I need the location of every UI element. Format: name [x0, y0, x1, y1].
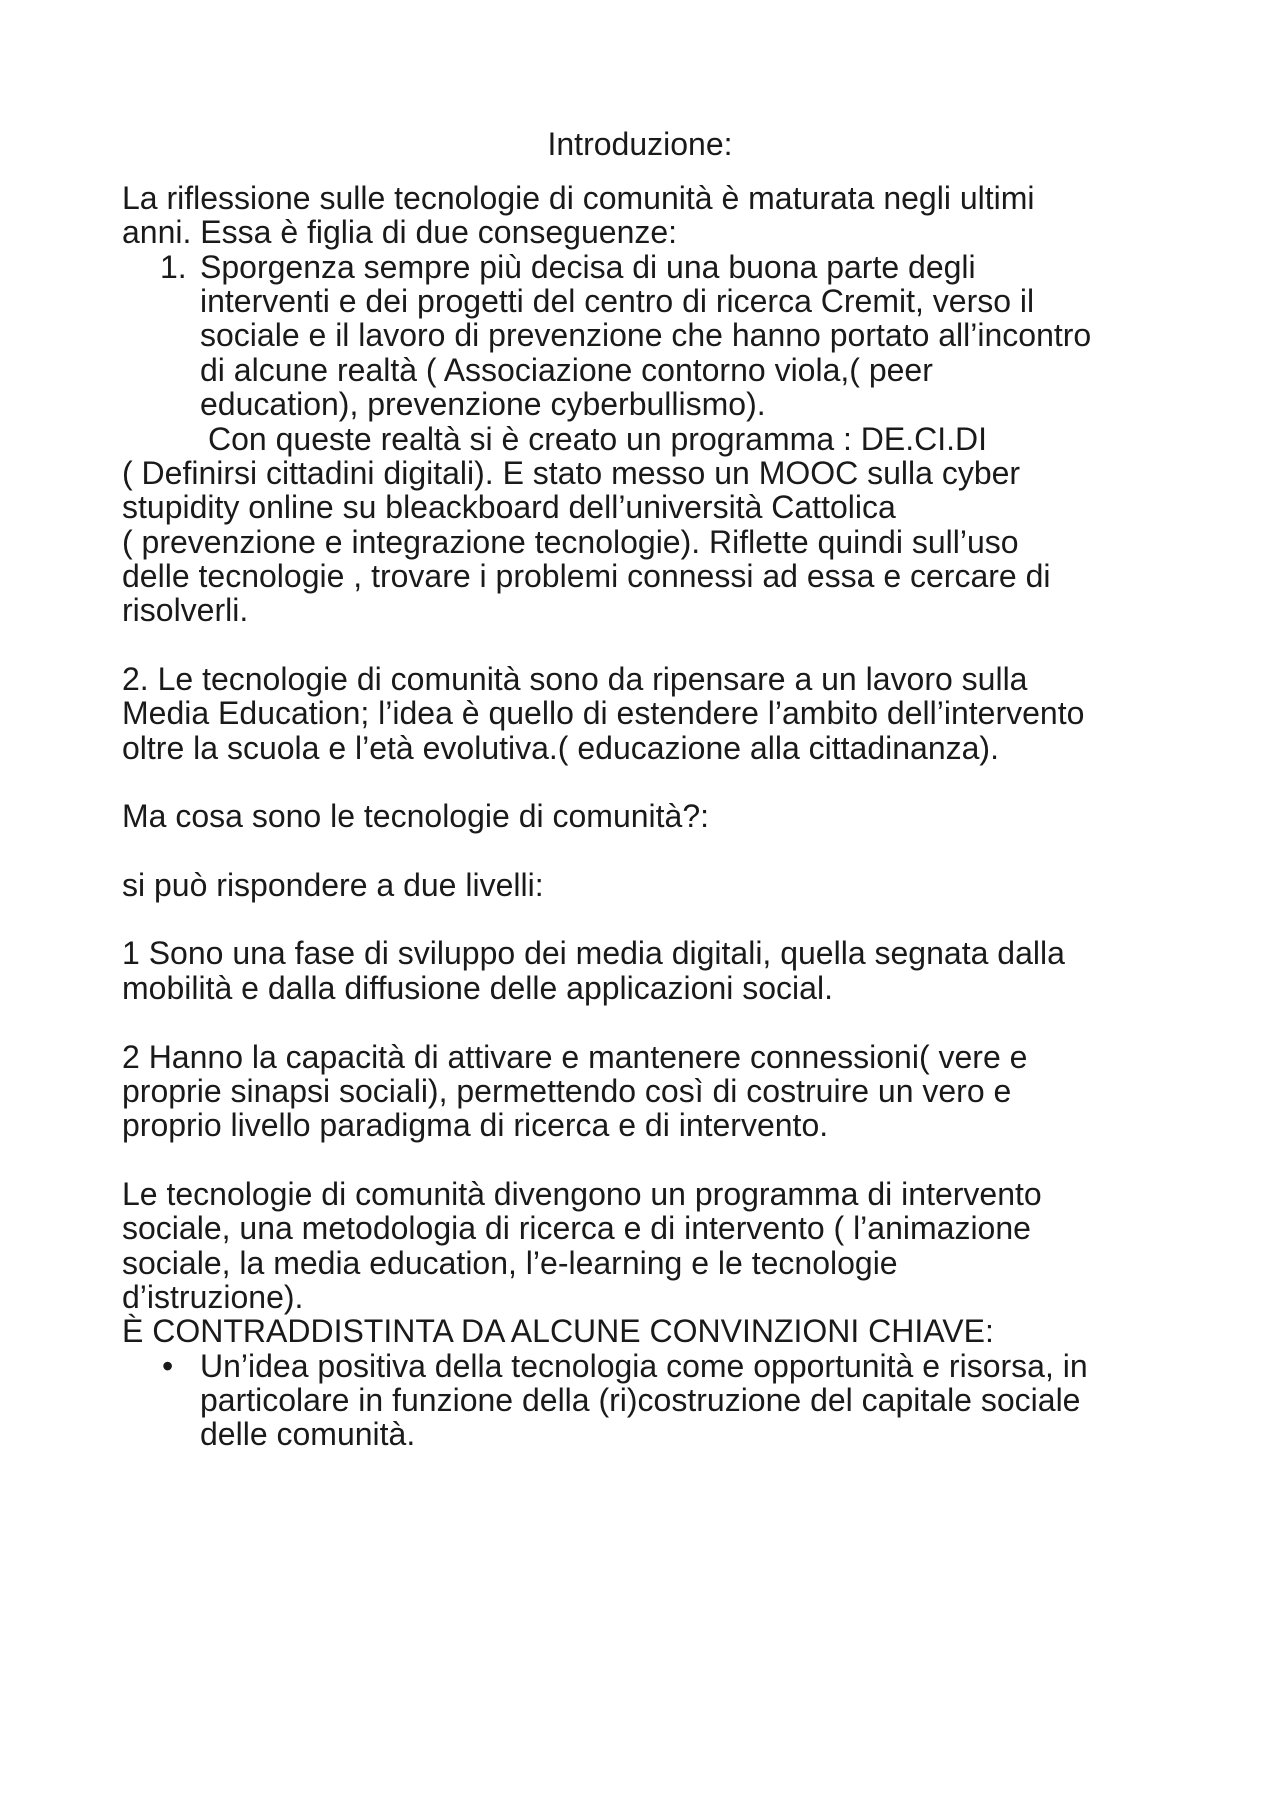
- caps-heading: È CONTRADDISTINTA DA ALCUNE CONVINZIONI CHIAVE:: [122, 1313, 994, 1349]
- point2-line-2: Media Education; l’idea è quello di estendere l’ambito dell’intervento: [122, 695, 1085, 731]
- bullet-item-line-2: particolare in funzione della (ri)costruzione del capitale sociale: [200, 1382, 1081, 1418]
- intro-line-2: anni. Essa è figlia di due conseguenze:: [122, 214, 678, 250]
- level1-line-1: 1 Sono una fase di sviluppo dei media digitali, quella segnata dalla: [122, 935, 1065, 971]
- conclusion-line-2: sociale, una metodologia di ricerca e di intervento ( l’animazione: [122, 1210, 1031, 1246]
- intro-line-1: La riflessione sulle tecnologie di comunità è maturata negli ultimi: [122, 180, 1035, 216]
- conclusion-line-3: sociale, la media education, l’e-learning e le tecnologie: [122, 1245, 898, 1281]
- document-title: Introduzione:: [547, 126, 733, 162]
- levels-intro-line: si può rispondere a due livelli:: [122, 867, 544, 903]
- question-line: Ma cosa sono le tecnologie di comunità?:: [122, 798, 710, 834]
- program-line-2: ( Definirsi cittadini digitali). E stato messo un MOOC sulla cyber: [122, 455, 1021, 491]
- conclusion-line-1: Le tecnologie di comunità divengono un programma di intervento: [122, 1176, 1042, 1212]
- point2-line-3: oltre la scuola e l’età evolutiva.( educazione alla cittadinanza).: [122, 730, 999, 766]
- conclusion-line-4: d’istruzione).: [122, 1279, 304, 1315]
- list-item-1-line-2: interventi e dei progetti del centro di ricerca Cremit, verso il: [200, 283, 1035, 319]
- list-item-1-line-4: di alcune realtà ( Associazione contorno viola,( peer: [200, 352, 933, 388]
- level2-line-1: 2 Hanno la capacità di attivare e mantenere connessioni( vere e: [122, 1039, 1028, 1075]
- list-item-1-line-1: Sporgenza sempre più decisa di una buona parte degli: [200, 249, 976, 285]
- program-line-1: Con queste realtà si è creato un programma : DE.CI.DI: [208, 421, 988, 457]
- level2-line-3: proprio livello paradigma di ricerca e di intervento.: [122, 1107, 829, 1143]
- level2-line-2: proprie sinapsi sociali), permettendo così di costruire un vero e: [122, 1073, 1012, 1109]
- list-number-1: 1.: [160, 249, 187, 285]
- program-line-5: delle tecnologie , trovare i problemi connessi ad essa e cercare di: [122, 558, 1051, 594]
- program-line-3: stupidity online su bleackboard dell’università Cattolica: [122, 489, 896, 525]
- program-line-4: ( prevenzione e integrazione tecnologie). Riflette quindi sull’uso: [122, 524, 1019, 560]
- list-item-1-line-3: sociale e il lavoro di prevenzione che hanno portato all’incontro: [200, 317, 1092, 353]
- level1-line-2: mobilità e dalla diffusione delle applicazioni social.: [122, 970, 833, 1006]
- bullet-item-line-3: delle comunità.: [200, 1416, 416, 1452]
- bullet-item-line-1: Un’idea positiva della tecnologia come opportunità e risorsa, in: [200, 1348, 1088, 1384]
- bullet-marker: •: [162, 1348, 174, 1384]
- program-line-6: risolverli.: [122, 592, 249, 628]
- point2-line-1: 2. Le tecnologie di comunità sono da ripensare a un lavoro sulla: [122, 661, 1028, 697]
- list-item-1-line-5: education), prevenzione cyberbullismo).: [200, 386, 766, 422]
